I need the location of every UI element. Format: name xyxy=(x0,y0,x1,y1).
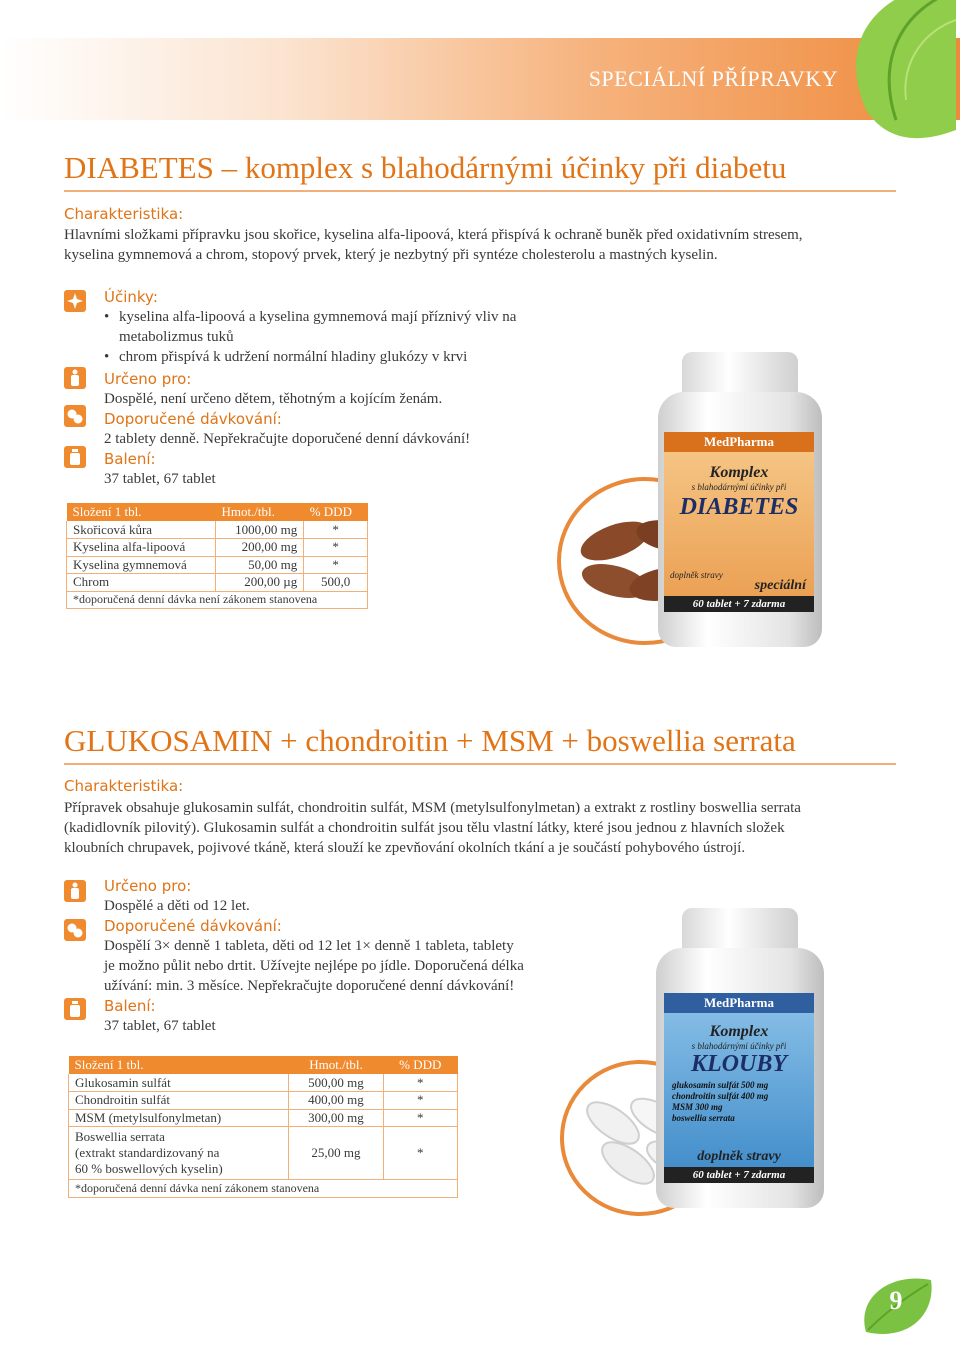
effect-item: • chrom přispívá k udržení normální hladiny glukózy v krvi xyxy=(104,347,584,367)
cell-mass: 200,00 µg xyxy=(215,574,303,592)
cell-ingredient: Chondroitin sulfát xyxy=(69,1092,289,1110)
bottle-line1: Komplex xyxy=(709,464,769,481)
bottle-ingredient: MSM 300 mg xyxy=(672,1102,723,1112)
dosage-line-1: Dospělí 3× denně 1 tableta, děti od 12 let 1× denně 1 tableta, tablety xyxy=(104,938,514,954)
green-leaf-icon xyxy=(806,0,960,150)
glukosamin-char-label: Charakteristika: xyxy=(64,777,184,795)
diabetes-title-rule xyxy=(64,190,896,192)
table-row xyxy=(67,556,368,574)
cell-mass: 1000,00 mg xyxy=(215,521,303,539)
intended-text: Dospělé, není určeno dětem, těhotným a kojícím ženám. xyxy=(104,391,443,407)
table-note: *doporučená denní dávka není zákonem stanovena xyxy=(69,1180,458,1198)
bottle-product: KLOUBY xyxy=(691,1051,787,1077)
cell-mass: 50,00 mg xyxy=(215,556,303,574)
cell-ddd: * xyxy=(304,556,368,574)
pack-label: Balení: xyxy=(104,450,156,468)
cell-ingredient: Skořicová kůra xyxy=(67,521,216,539)
pack-label: Balení: xyxy=(104,997,156,1015)
section-header-title: SPECIÁLNÍ PŘÍPRAVKY xyxy=(588,66,838,91)
dosage-line-2: je možno půlit nebo drtit. Užívejte nejlépe po jídle. Doporučená délka xyxy=(104,958,524,974)
dosage-text: 2 tablety denně. Nepřekračujte doporučené denní dávkování! xyxy=(104,431,471,447)
glukosamin-info-block xyxy=(104,876,604,1036)
bottle-line2: s blahodárnými účinky při xyxy=(691,482,787,492)
glukosamin-char-line-2: (kadidlovník pilovitý). Glukosamin sulfát a chondroitin sulfát jsou tělu vlastní látky, které jsou jednou z hlavních složek xyxy=(64,820,785,836)
table-note-row xyxy=(69,1180,458,1198)
person-icon xyxy=(64,367,86,389)
cell-mass: 200,00 mg xyxy=(215,539,303,557)
bottle-label xyxy=(664,432,814,612)
diabetes-char-text xyxy=(64,225,904,265)
bottle-ingredient: boswellia serrata xyxy=(672,1113,735,1123)
table-row xyxy=(69,1074,458,1092)
cell-ddd: * xyxy=(383,1074,457,1092)
table-header-row xyxy=(67,503,368,521)
glukosamin-title: GLUKOSAMIN + chondroitin + MSM + boswellia serrata xyxy=(64,723,796,758)
table-row xyxy=(69,1109,458,1127)
table-header-row xyxy=(69,1056,458,1074)
col-header-composition: Složení 1 tbl. xyxy=(67,503,216,521)
col-header-mass: Hmot./tbl. xyxy=(289,1056,383,1074)
bottle-sub1: doplněk stravy xyxy=(670,570,723,580)
cell-ingredient: Glukosamin sulfát xyxy=(69,1074,289,1092)
cell-ingredient: Kyselina gymnemová xyxy=(67,556,216,574)
pills-icon xyxy=(64,405,86,427)
col-header-mass: Hmot./tbl. xyxy=(215,503,303,521)
bottle-brand: MedPharma xyxy=(664,993,814,1013)
page-number: 9 xyxy=(889,1286,903,1315)
bottle-ingredient: chondroitin sulfát 400 mg xyxy=(672,1091,769,1101)
table-note-row xyxy=(67,591,368,609)
intended-text: Dospělé a děti od 12 let. xyxy=(104,898,250,914)
glukosamin-bottle xyxy=(648,908,832,1208)
cell-ddd: * xyxy=(383,1127,457,1180)
bottle-sub1: doplněk stravy xyxy=(697,1149,781,1164)
cell-ddd: * xyxy=(383,1092,457,1110)
effect-item: • kyselina alfa-lipoová a kyselina gymnemová mají příznivý vliv na metabolizmus tuků xyxy=(104,307,584,347)
diabetes-info-block xyxy=(104,287,584,489)
cell-ddd: * xyxy=(304,521,368,539)
glukosamin-composition-table xyxy=(68,1056,458,1198)
cell-ingredient: Chrom xyxy=(67,574,216,592)
person-icon xyxy=(64,880,86,902)
pills-icon xyxy=(64,919,86,941)
effects-label: Účinky: xyxy=(104,288,158,306)
dosage-label: Doporučené dávkování: xyxy=(104,410,282,428)
col-header-ddd: % DDD xyxy=(304,503,368,521)
diabetes-composition-table xyxy=(66,503,368,609)
glukosamin-char-text xyxy=(64,798,904,858)
pack-text: 37 tablet, 67 tablet xyxy=(104,1018,216,1034)
cell-ingredient: Kyselina alfa-lipoová xyxy=(67,539,216,557)
table-row xyxy=(69,1127,458,1180)
cell-ddd: * xyxy=(304,539,368,557)
col-header-composition: Složení 1 tbl. xyxy=(69,1056,289,1074)
cell-ingredient: MSM (metylsulfonylmetan) xyxy=(69,1109,289,1127)
dosage-label: Doporučené dávkování: xyxy=(104,917,282,935)
diabetes-bottle xyxy=(650,352,830,652)
table-row xyxy=(67,521,368,539)
cell-mass: 500,00 mg xyxy=(289,1074,383,1092)
intended-label: Určeno pro: xyxy=(104,877,192,895)
cell-ddd: 500,0 xyxy=(304,574,368,592)
bottle-sub2: speciální xyxy=(754,578,806,593)
pack-text: 37 tablet, 67 tablet xyxy=(104,471,216,487)
cell-mass: 25,00 mg xyxy=(289,1127,383,1180)
boswellia-line-2: (extrakt standardizovaný na xyxy=(75,1145,220,1160)
bottle-label xyxy=(664,993,814,1183)
bottle-line2: s blahodárnými účinky při xyxy=(691,1041,787,1051)
diabetes-char-line-1: Hlavními složkami přípravku jsou skořice, kyselina alfa-lipoová, která přispívá k ochraně buněk před oxidativním stresem, xyxy=(64,227,803,243)
bottle-ingredient: glukosamin sulfát 500 mg xyxy=(672,1080,769,1090)
bottle-brand: MedPharma xyxy=(664,432,814,452)
table-row xyxy=(69,1092,458,1110)
intended-label: Určeno pro: xyxy=(104,370,192,388)
bottle-line1: Komplex xyxy=(709,1023,769,1040)
col-header-ddd: % DDD xyxy=(383,1056,457,1074)
table-row xyxy=(67,574,368,592)
boswellia-line-3: 60 % boswellových kyselin) xyxy=(75,1161,223,1176)
bottle-product: DIABETES xyxy=(679,494,799,520)
glukosamin-title-rule xyxy=(64,763,896,765)
diabetes-char-label: Charakteristika: xyxy=(64,205,184,223)
cell-mass: 300,00 mg xyxy=(289,1109,383,1127)
dosage-line-3: užívání: min. 3 měsíce. Nepřekračujte doporučené denní dávkování! xyxy=(104,978,515,994)
cell-ingredient xyxy=(69,1127,289,1180)
glukosamin-char-line-1: Přípravek obsahuje glukosamin sulfát, chondroitin sulfát, MSM (metylsulfonylmetan) a extrakt z rostliny boswellia serrata xyxy=(64,800,801,816)
table-row xyxy=(67,539,368,557)
glukosamin-char-line-3: kloubních chrupavek, pojivové tkáně, která slouží ke zpevňování okolních tkání a je součástí pohybového ústrojí. xyxy=(64,840,746,856)
boswellia-line-1: Boswellia serrata xyxy=(75,1129,165,1144)
diabetes-title: DIABETES – komplex s blahodárnými účinky při diabetu xyxy=(64,150,787,185)
page-number-badge xyxy=(856,1272,936,1342)
cell-ddd: * xyxy=(383,1109,457,1127)
bottle-count: 60 tablet + 7 zdarma xyxy=(664,1167,814,1183)
effects-icon xyxy=(64,290,86,312)
bottle-icon xyxy=(64,446,86,468)
table-note: *doporučená denní dávka není zákonem stanovena xyxy=(67,591,368,609)
bottle-icon xyxy=(64,998,86,1020)
diabetes-char-line-2: kyselina gymnemová a chrom, stopový prvek, který je nezbytný při syntéze cholesterolu a mastných kyselin. xyxy=(64,247,718,263)
bottle-count: 60 tablet + 7 zdarma xyxy=(664,596,814,612)
cell-mass: 400,00 mg xyxy=(289,1092,383,1110)
